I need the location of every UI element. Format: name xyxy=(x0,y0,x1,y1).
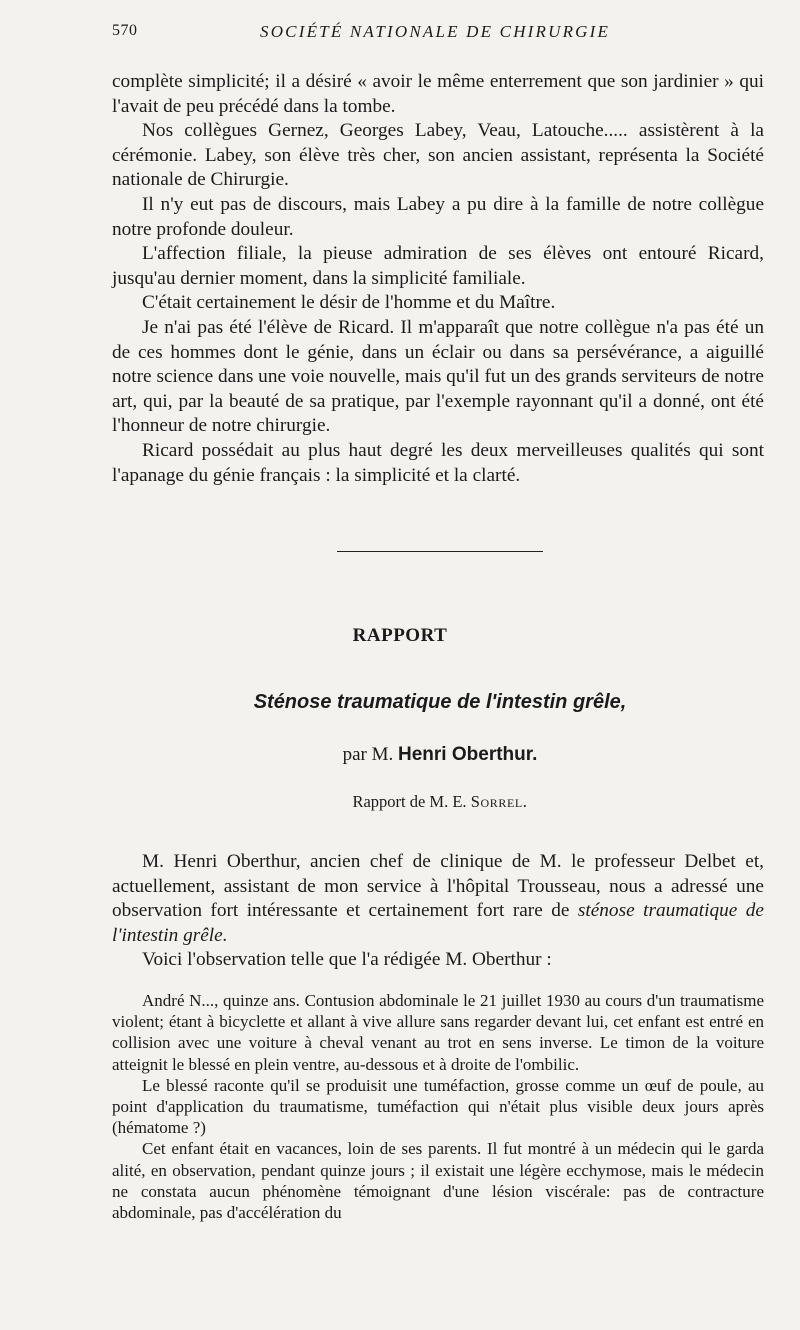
italic-term: sténose traumatique de l'intestin grêle. xyxy=(112,900,764,946)
section-heading: RAPPORT xyxy=(352,625,448,646)
running-title: SOCIÉTÉ NATIONALE DE CHIRURGIE xyxy=(260,22,611,41)
paragraph: Il n'y eut pas de discours, mais Labey a pu dire à la famille de notre collègue notre profonde douleur. xyxy=(112,193,764,240)
paragraph: André N..., quinze ans. Contusion abdominale le 21 juillet 1930 au cours d'un traumatisme violent; étant à bicyclette et allant à vive allure sans regarder devant lui, cet enfant est entré en collision avec une voiture à cheval venant au trot en sens inverse. Le timon de la voiture atteignit le blessé en plein ventre, au-dessous et à droite de l'ombilic. xyxy=(112,991,764,1074)
reporter-name: Sorrel. xyxy=(470,792,528,811)
page-number: 570 xyxy=(112,22,138,39)
paragraph: Voici l'observation telle que l'a rédigée M. Oberthur : xyxy=(142,949,552,971)
paragraph: C'était certainement le désir de l'homme et du Maître. xyxy=(142,292,556,314)
paragraph: Cet enfant était en vacances, loin de ses parents. Il fut montré à un médecin qui le garda alité, en observation, pendant quinze jours ; il existait une légère ecchymose, mais le médecin ne constata aucun phénomène témoignant d'une lésion viscérale: pas de contracture abdominale, pas d'accélération du xyxy=(112,1139,764,1223)
paragraph: Ricard possédait au plus haut degré les deux merveilleuses qualités qui sont l'apanage du génie français : la simplicité et la clarté. xyxy=(112,439,764,486)
paragraph: Nos collègues Gernez, Georges Labey, Veau, Latouche..... assistèrent à la cérémonie. Labey, son élève très cher, son ancien assistant, représenta la Société nationale de Chirurgie. xyxy=(112,120,764,191)
byline xyxy=(0,744,800,766)
paragraph: Je n'ai pas été l'élève de Ricard. Il m'apparaît que notre collègue n'a pas été un de ces hommes dont le génie, dans un éclair ou dans sa persévérance, a aiguillé notre science dans une voie nouvelle, mais qu'il fut un des grands serviteurs de notre art, qui, par la beauté de sa pratique, par l'exemple rayonnant qu'il a donné, ont été l'honneur de notre chirurgie. xyxy=(112,316,764,437)
byline-prefix: par M. xyxy=(342,744,394,765)
author-name: Henri Oberthur. xyxy=(398,744,538,765)
reporter-line xyxy=(0,792,800,812)
reporter-prefix: Rapport de M. E. xyxy=(352,792,467,811)
page-header xyxy=(112,22,764,46)
article-title: Sténose traumatique de l'intestin grêle, xyxy=(253,691,627,713)
paragraph xyxy=(112,850,764,948)
obituary-text xyxy=(112,70,764,488)
report-intro xyxy=(112,850,764,973)
section-divider xyxy=(337,551,543,552)
paragraph-text: M. Henri Oberthur, ancien chef de clinique de M. le professeur Delbet et, actuellement, assistant de mon service à l'hôpital Trousseau, nous a adressé une observation fort intéressante et certainement fort rare de xyxy=(112,851,764,922)
observation-text xyxy=(112,990,764,1223)
paragraph: Le blessé raconte qu'il se produisit une tuméfaction, grosse comme un œuf de poule, au point d'application du traumatisme, tuméfaction qui n'était plus visible deux jours après (hématome ?) xyxy=(112,1075,764,1138)
paragraph: complète simplicité; il a désiré « avoir le même enterrement que son jardinier » qui l'avait de peu précédé dans la tombe. xyxy=(112,71,764,117)
paragraph: L'affection filiale, la pieuse admiration de ses élèves ont entouré Ricard, jusqu'au dernier moment, dans la simplicité familiale. xyxy=(112,243,764,289)
